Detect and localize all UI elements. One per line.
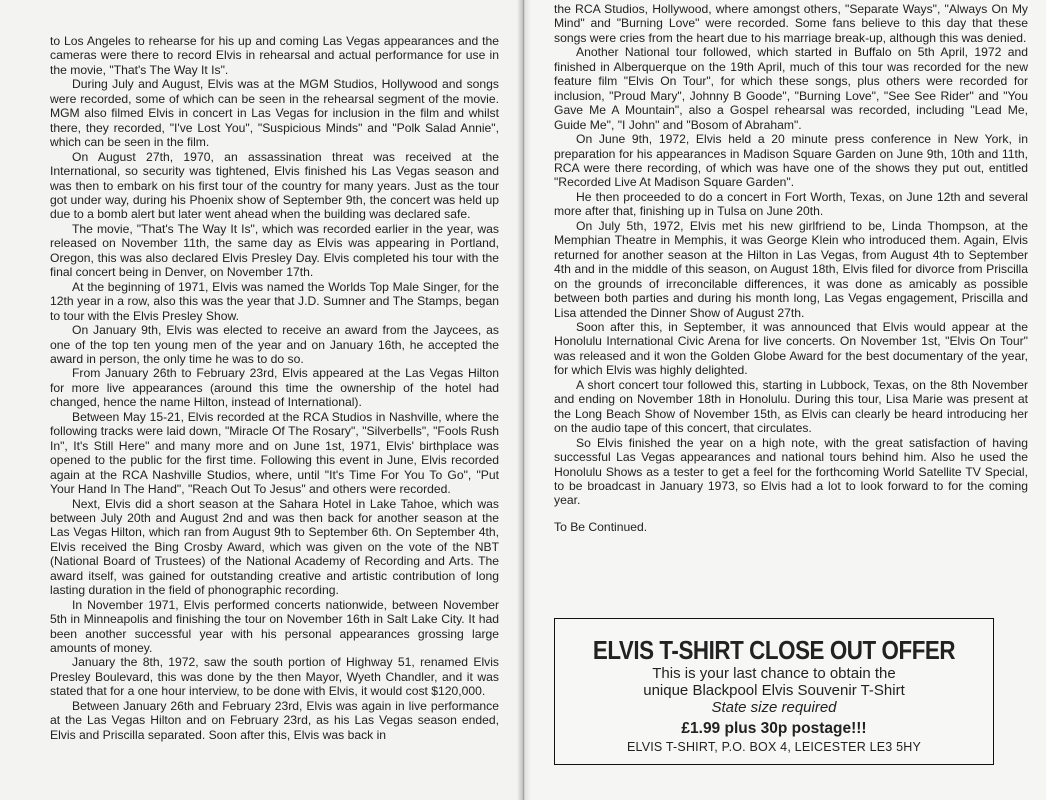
left-paragraph-9: Next, Elvis did a short season at the Sahara Hotel in Lake Tahoe, which was between July 20th and August 2nd and was then back for another season at the Las Vegas Hilton, which ran from August 9th to September 6th. On September 4th, Elvis received the Bing Crosby Award, which was given on the vote of the NBT (National Board of Trustees) of the National Academy of Recording and Arts. The award itself, was gained for outstanding creative and artistic contribution of long lasting duration in the field of phonographic recording. — [50, 496, 499, 598]
right-page-text — [554, 2, 1028, 534]
advert-address: ELVIS T-SHIRT, P.O. BOX 4, LEICESTER LE3 5HY — [626, 740, 922, 754]
page-gutter-shadow — [517, 0, 531, 800]
advert-line-1: This is your last chance to obtain the — [652, 665, 896, 682]
advert-title: ELVIS T-SHIRT CLOSE OUT OFFER — [592, 635, 956, 665]
left-paragraph-8: Between May 15-21, Elvis recorded at the RCA Studios in Nashville, where the following tracks were laid down, "Miracle Of The Rosary", "Silverbells", "Fools Rush In", It's Still Here" and many more and on June 1st, 1971, Elvis' birthplace was opened to the public for the first time. Following this event in June, Elvis recorded again at the RCA Nashville Studios, where, until "It's Time For You To Go", "Put Your Hand In The Hand", "Reach Out To Jesus" and others were recorded. — [50, 409, 499, 497]
tshirt-advert-box — [554, 618, 994, 765]
right-paragraph-2: Another National tour followed, which started in Buffalo on 5th April, 1972 and finished in Alberquerque on the 19th April, much of this tour was recorded for the new feature film "Elvis On Tour", for which these songs, plus others were recorded for inclusion, "Proud Mary", Johnny B Goode", "Burning Love", "See See Rider" and "You Gave Me A Mountain", also a Gospel rehearsal was recorded, including "Lead Me, Guide Me", "I John" and "Bosom of Abraham". — [554, 45, 1028, 132]
left-paragraph-10: In November 1971, Elvis performed concerts nationwide, between November 5th in Minneapolis and finishing the tour on November 16th in Salt Lake City. It had been another successful year with his personal appearances grossing large amounts of money. — [50, 597, 499, 656]
right-paragraph-3: On June 9th, 1972, Elvis held a 20 minute press conference in New York, in preparation for his appearances in Madison Square Garden on June 9th, 10th and 11th, RCA were there recording, of which was have one of the shows they put out, entitled "Recorded Live At Madison Square Garden". — [554, 132, 1028, 190]
to-be-continued: To Be Continued. — [554, 519, 648, 534]
right-paragraph-4: He then proceeded to do a concert in Fort Worth, Texas, on June 12th and several more after that, finishing up in Tulsa on June 20th. — [554, 189, 1028, 219]
left-paragraph-12: Between January 26th and February 23rd, Elvis was again in live performance at the Las Vegas Hilton and on February 23rd, as his Las Vegas season ended, Elvis and Priscilla separated. Soon after this, Elvis was back in — [50, 698, 499, 742]
left-page-text — [50, 34, 499, 742]
advert-line-2: unique Blackpool Elvis Souvenir T-Shirt — [643, 682, 905, 699]
right-page — [524, 0, 1046, 800]
left-paragraph-1: to Los Angeles to rehearse for his up and coming Las Vegas appearances and the cameras were there to record Elvis in rehearsal and actual performance for use in the movie, "That's The Way It Is". — [50, 34, 499, 77]
left-paragraph-2: During July and August, Elvis was at the MGM Studios, Hollywood and songs were recorded, some of which can be seen in the rehearsal segment of the movie. MGM also filmed Elvis in concert in Las Vegas for inclusion in the film and whilst there, they recorded, "I've Lost You", "Suspicious Minds" and "Polk Salad Annie", which can be seen in the film. — [50, 77, 499, 150]
advert-price: £1.99 plus 30p postage!!! — [681, 720, 867, 737]
left-paragraph-5: At the beginning of 1971, Elvis was named the Worlds Top Male Singer, for the 12th year in a row, also this was the year that J.D. Sumner and The Stamps, began to tour with the Elvis Presley Show. — [50, 279, 499, 323]
right-paragraph-5: On July 5th, 1972, Elvis met his new girlfriend to be, Linda Thompson, at the Memphian Theatre in Memphis, it was George Klein who introduced them. Again, Elvis returned for another season at the Hilton in Las Vegas, from August 4th to September 4th and in the middle of this season, on August 18th, Elvis filed for divorce from Priscilla on the grounds of irreconcilable differences, it was done as amicably as possible between both parties and during his month long, Las Vegas engagement, Priscilla and Lisa attended the Dinner Show of August 27th. — [554, 218, 1028, 320]
left-paragraph-7: From January 26th to February 23rd, Elvis appeared at the Las Vegas Hilton for more live appearances (around this time the ownership of the hotel had changed, hence the name Hilton, instead of International). — [50, 366, 499, 410]
left-paragraph-11: January the 8th, 1972, saw the south portion of Highway 51, renamed Elvis Presley Boulevard, this was done by the then Mayor, Wyeth Chandler, and it was stated that for a one hour interview, to be done with Elvis, it would cost $120,000. — [50, 655, 499, 699]
right-paragraph-8: So Elvis finished the year on a high note, with the great satisfaction of having successful Las Vegas appearances and national tours behind him. Also he used the Honolulu Shows as a tester to get a feel for the forthcoming World Satellite TV Special, to be broadcast in January 1973, so Elvis had a lot to look forward to for the coming year. — [554, 435, 1028, 508]
advert-size-note: State size required — [711, 699, 837, 716]
right-paragraph-7: A short concert tour followed this, starting in Lubbock, Texas, on the 8th November and ending on November 18th in Honolulu. During this tour, Lisa Marie was present at the Long Beach Show of November 15th, as Elvis can clearly be heard introducing her on the audio tape of this concert, that circulates. — [554, 377, 1028, 436]
left-paragraph-6: On January 9th, Elvis was elected to receive an award from the Jaycees, as one of the top ten young men of the year and on January 16th, he accepted the award in person, the only time he was to do so. — [50, 323, 499, 366]
left-paragraph-3: On August 27th, 1970, an assassination threat was received at the International, so security was tightened, Elvis finished his Las Vegas season and was then to embark on his first tour of the country for many years. Just as the tour got under way, during his Phoenix show of September 9th, the concert was held up due to a bomb alert but later went ahead when the building was declared safe. — [50, 149, 499, 222]
right-paragraph-6: Soon after this, in September, it was announced that Elvis would appear at the Honolulu International Civic Arena for live concerts. On November 1st, "Elvis On Tour" was released and it won the Golden Globe Award for the best documentary of the year, for which Elvis was highly delighted. — [554, 319, 1028, 378]
left-paragraph-4: The movie, "That's The Way It Is", which was recorded earlier in the year, was released on November 11th, the same day as Elvis was appearing in Portland, Oregon, this was also declared Elvis Presley Day. Elvis completed his tour with the final concert being in Denver, on November 17th. — [50, 221, 499, 280]
right-paragraph-1: the RCA Studios, Hollywood, where amongst others, "Separate Ways", "Always On My Mind" and "Burning Love" were recorded. Some fans believe to this day that these songs were cries from the heart due to his marriage break-up, although this was denied. — [554, 2, 1028, 45]
